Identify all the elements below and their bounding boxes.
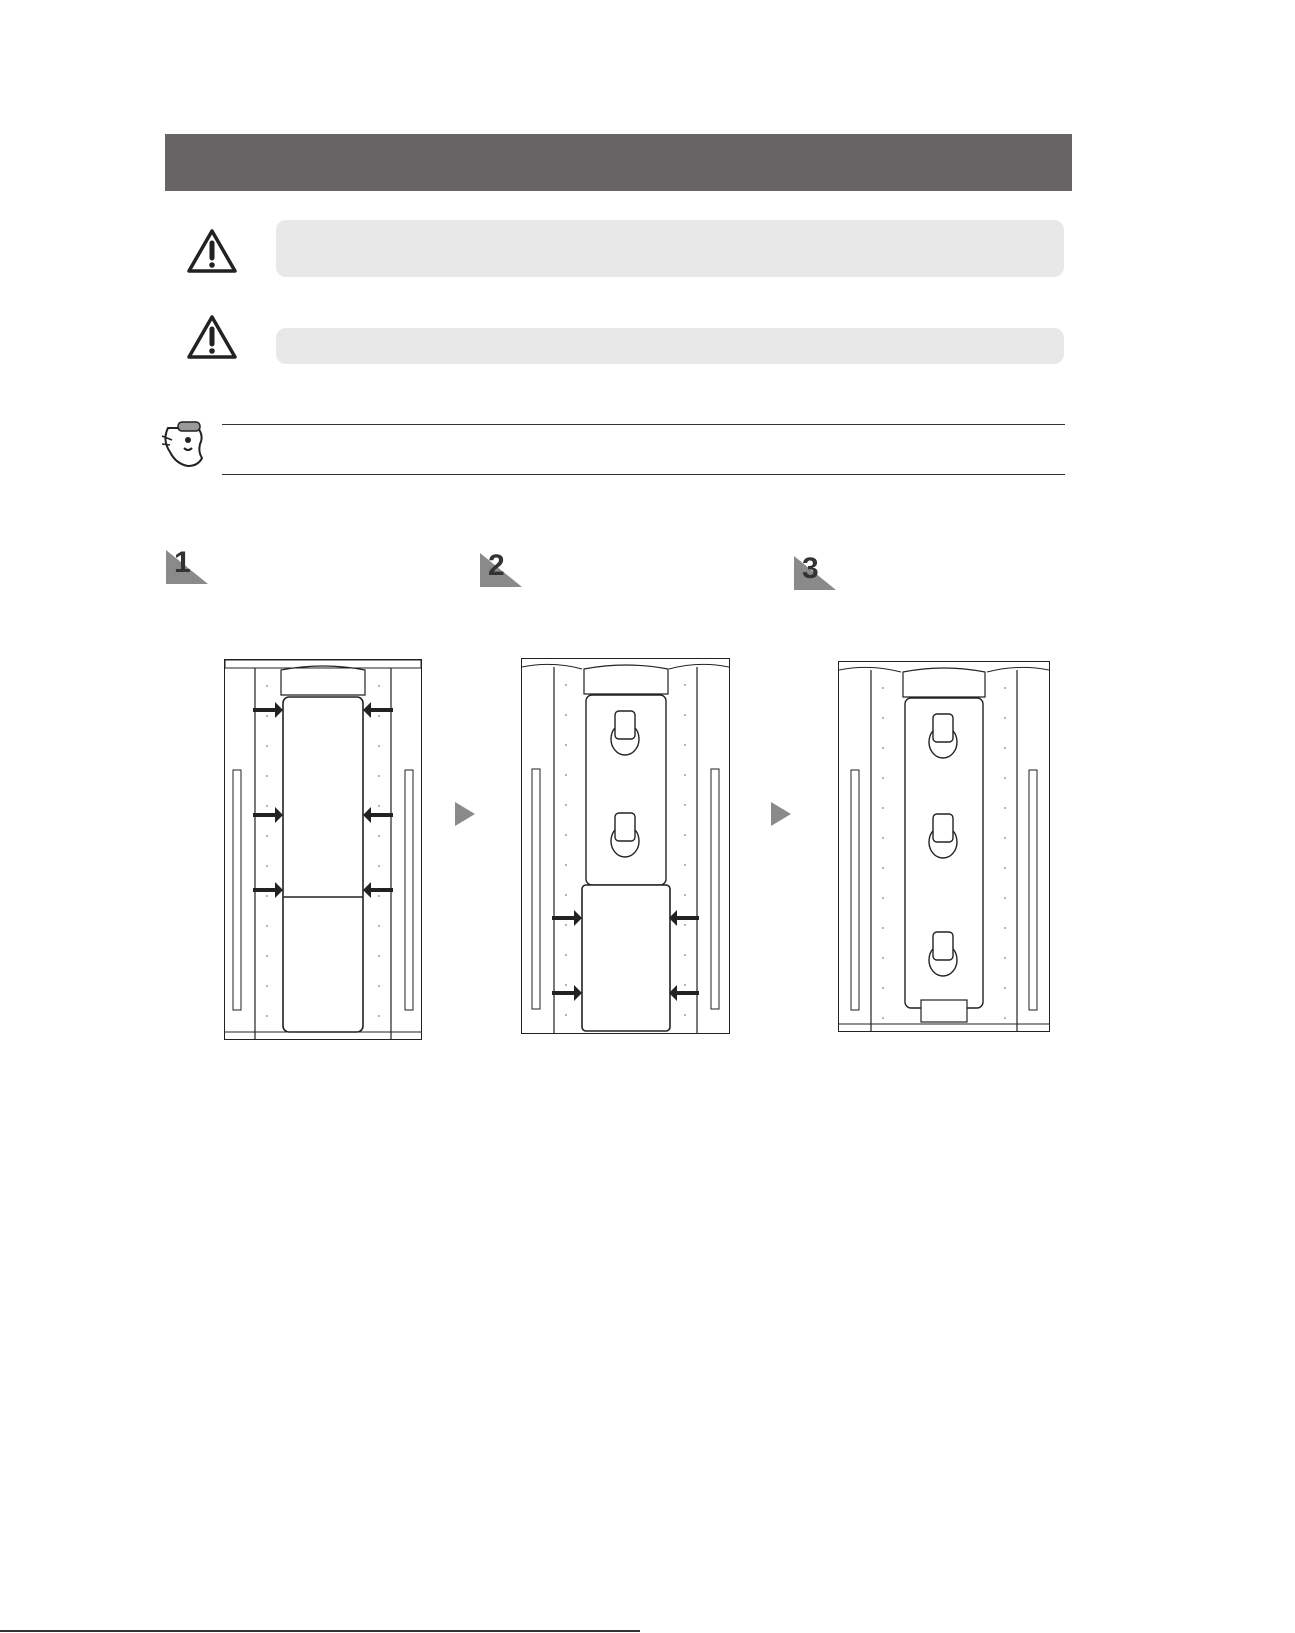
warning-box-1 (276, 220, 1064, 277)
warning-box-2 (276, 328, 1064, 364)
step-number: 2 (488, 549, 505, 582)
figure-step-3-all-cartridges (838, 661, 1050, 1032)
step-number: 1 (174, 546, 191, 579)
step-badge-1 (166, 546, 208, 584)
warning-triangle-icon (186, 313, 238, 361)
next-step-arrow-icon (771, 802, 791, 826)
step-badge-3 (794, 552, 836, 590)
next-step-arrow-icon (455, 802, 475, 826)
step-number: 3 (802, 552, 819, 585)
section-header-bar (165, 134, 1072, 191)
note-rule-bottom (222, 474, 1065, 475)
step-badge-2 (480, 549, 522, 587)
note-mascot-icon (158, 418, 216, 474)
figure-step-2-upper-cartridges (521, 658, 730, 1034)
footer-rule (0, 1630, 640, 1632)
warning-triangle-icon (186, 227, 238, 275)
note-rule-top (222, 424, 1065, 425)
figure-step-1-cover-installed (224, 659, 422, 1040)
